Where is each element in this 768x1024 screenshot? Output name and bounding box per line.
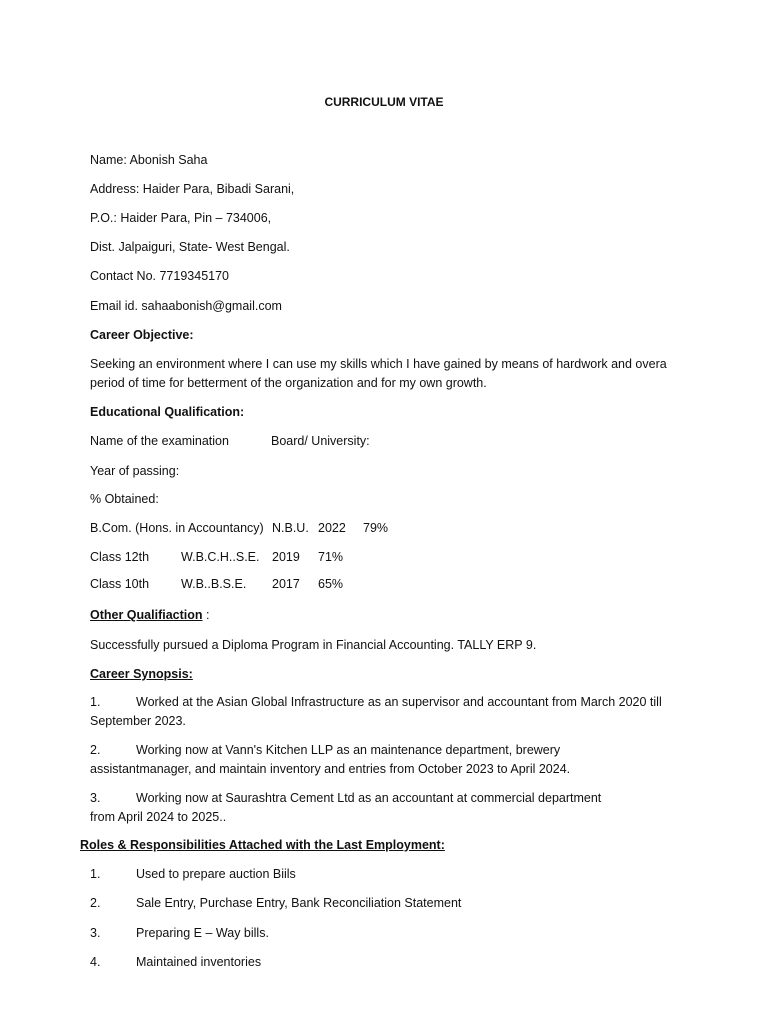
education-year: 2019 <box>272 550 300 564</box>
education-col-board: Board/ University: <box>271 434 370 448</box>
email-line: Email id. sahaabonish@gmail.com <box>90 299 282 313</box>
career-synopsis-line-1: Working now at Vann's Kitchen LLP as an maintenance department, brewery <box>136 743 561 757</box>
career-synopsis-line-1: Worked at the Asian Global Infrastructure as an supervisor and accountant from March 2020 till <box>136 695 662 709</box>
address-line-2: P.O.: Haider Para, Pin – 734006, <box>90 211 272 225</box>
roles-text: Preparing E – Way bills. <box>136 926 269 940</box>
career-synopsis-number: 3. <box>90 791 101 805</box>
career-synopsis-line-1: Working now at Saurashtra Cement Ltd as an accountant at commercial department <box>136 791 602 805</box>
education-percent: 65% <box>318 577 344 591</box>
education-col-exam: Name of the examination <box>90 434 229 448</box>
education-exam: Class 10th <box>90 577 150 591</box>
career-synopsis-heading: Career Synopsis: <box>90 667 193 681</box>
education-year: 2017 <box>272 577 300 591</box>
roles-number: 1. <box>90 867 101 881</box>
education-heading: Educational Qualification: <box>90 405 245 419</box>
career-objective-line-2: period of time for betterment of the organization and for my own growth. <box>90 376 487 390</box>
other-qualification-colon: : <box>202 608 210 622</box>
education-exam: Class 12th <box>90 550 150 564</box>
career-synopsis-number: 2. <box>90 743 101 757</box>
roles-text: Sale Entry, Purchase Entry, Bank Reconciliation Statement <box>136 896 462 910</box>
contact-line: Contact No. 7719345170 <box>90 269 229 283</box>
address-line-1: Address: Haider Para, Bibadi Sarani, <box>90 182 295 196</box>
page-title: CURRICULUM VITAE <box>324 95 444 109</box>
education-board: N.B.U. <box>272 521 309 535</box>
education-col-percent: % Obtained: <box>90 492 159 506</box>
education-col-year: Year of passing: <box>90 464 180 478</box>
roles-number: 3. <box>90 926 101 940</box>
education-year: 2022 <box>318 521 346 535</box>
career-objective-heading: Career Objective: <box>90 328 194 342</box>
career-synopsis-line-2: September 2023. <box>90 714 186 728</box>
roles-number: 2. <box>90 896 101 910</box>
education-exam: B.Com. (Hons. in Accountancy) <box>90 521 264 535</box>
other-qualification-heading: Other Qualifiaction <box>90 608 203 622</box>
other-qualification-heading-line <box>90 606 209 624</box>
career-synopsis-number: 1. <box>90 695 101 709</box>
roles-number: 4. <box>90 955 101 969</box>
roles-text: Used to prepare auction Biils <box>136 867 296 881</box>
education-percent: 79% <box>363 521 389 535</box>
address-line-3: Dist. Jalpaiguri, State- West Bengal. <box>90 240 290 254</box>
name-line: Name: Abonish Saha <box>90 153 208 167</box>
other-qualification-text: Successfully pursued a Diploma Program in Financial Accounting. TALLY ERP 9. <box>90 638 537 652</box>
career-synopsis-line-2: assistantmanager, and maintain inventory and entries from October 2023 to April 2024. <box>90 762 571 776</box>
education-board: W.B..B.S.E. <box>181 577 247 591</box>
career-objective-line-1: Seeking an environment where I can use my skills which I have gained by means of hardwork and overa <box>90 357 667 371</box>
roles-heading: Roles & Responsibilities Attached with the Last Employment: <box>80 838 445 852</box>
education-board: W.B.C.H..S.E. <box>181 550 260 564</box>
roles-text: Maintained inventories <box>136 955 262 969</box>
career-synopsis-line-2: from April 2024 to 2025.. <box>90 810 227 824</box>
education-percent: 71% <box>318 550 344 564</box>
